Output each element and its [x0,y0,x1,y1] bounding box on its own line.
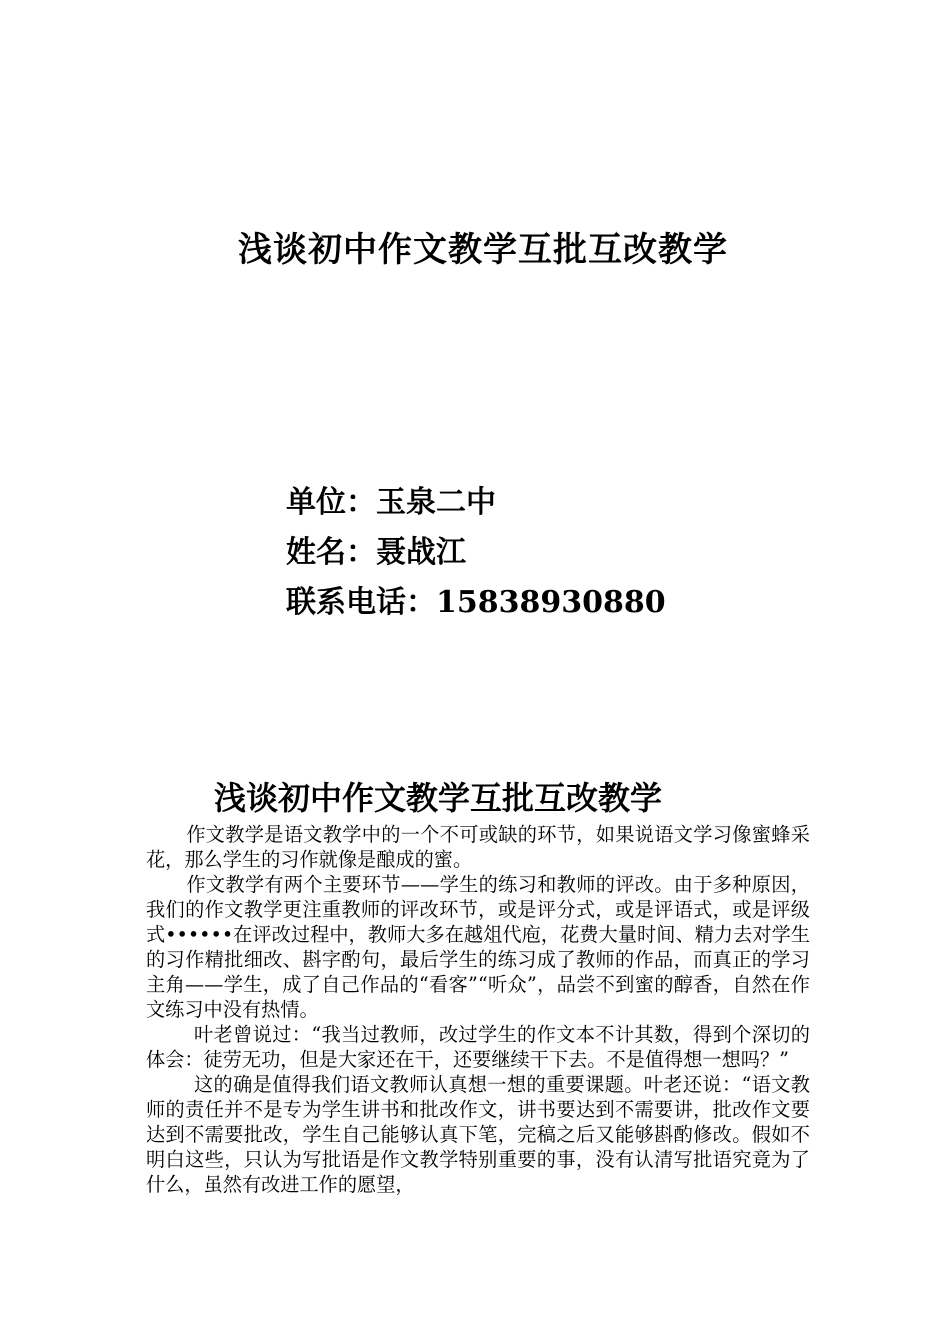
unit-line: 单位：玉泉二中 [286,485,496,520]
paragraph-3: 叶老曾说过：“我当过教师，改过学生的作文本不计其数，得到个深切的体会：徒劳无功，但是大家还在干，还要继续干下去。不是值得想一想吗？” [146,1023,810,1071]
paragraph-4: 这的确是值得我们语文教师认真想一想的重要课题。叶老还说：“语文教师的责任并不是专为学生讲书和批改作文，讲书要达到不需要讲，批改作文要达到不需要批改，学生自己能够认真下笔，完稿之后又能够斟酌修改。假如不明白这些，只认为写批语是作文教学特别重要的事，没有认清写批语究竟为了什么，虽然有改进工作的愿望， [146,1073,810,1196]
phone-line: 联系电话：15838930880 [286,585,666,620]
author-info [286,478,666,628]
article-title: 浅谈初中作文教学互批互改教学 [214,779,663,817]
name-line: 姓名：聂战江 [286,535,466,570]
paragraph-1: 作文教学是语文教学中的一个不可或缺的环节，如果说语文学习像蜜蜂采花，那么学生的习作就像是酿成的蜜。 [146,823,810,871]
paragraph-2: 作文教学有两个主要环节——学生的练习和教师的评改。由于多种原因，我们的作文教学更注重教师的评改环节，或是评分式，或是评语式，或是评级式••••••在评改过程中，教师大多在越俎代庖，花费大量时间、精力去对学生的习作精批细改、斟字酌句，最后学生的练习成了教师的作品，而真正的学习主角——学生，成了自己作品的“看客”“听众”，品尝不到蜜的醇香，自然在作文练习中没有热情。 [146,873,810,1021]
article-body [146,822,810,1197]
cover-title: 浅谈初中作文教学互批互改教学 [238,230,728,270]
